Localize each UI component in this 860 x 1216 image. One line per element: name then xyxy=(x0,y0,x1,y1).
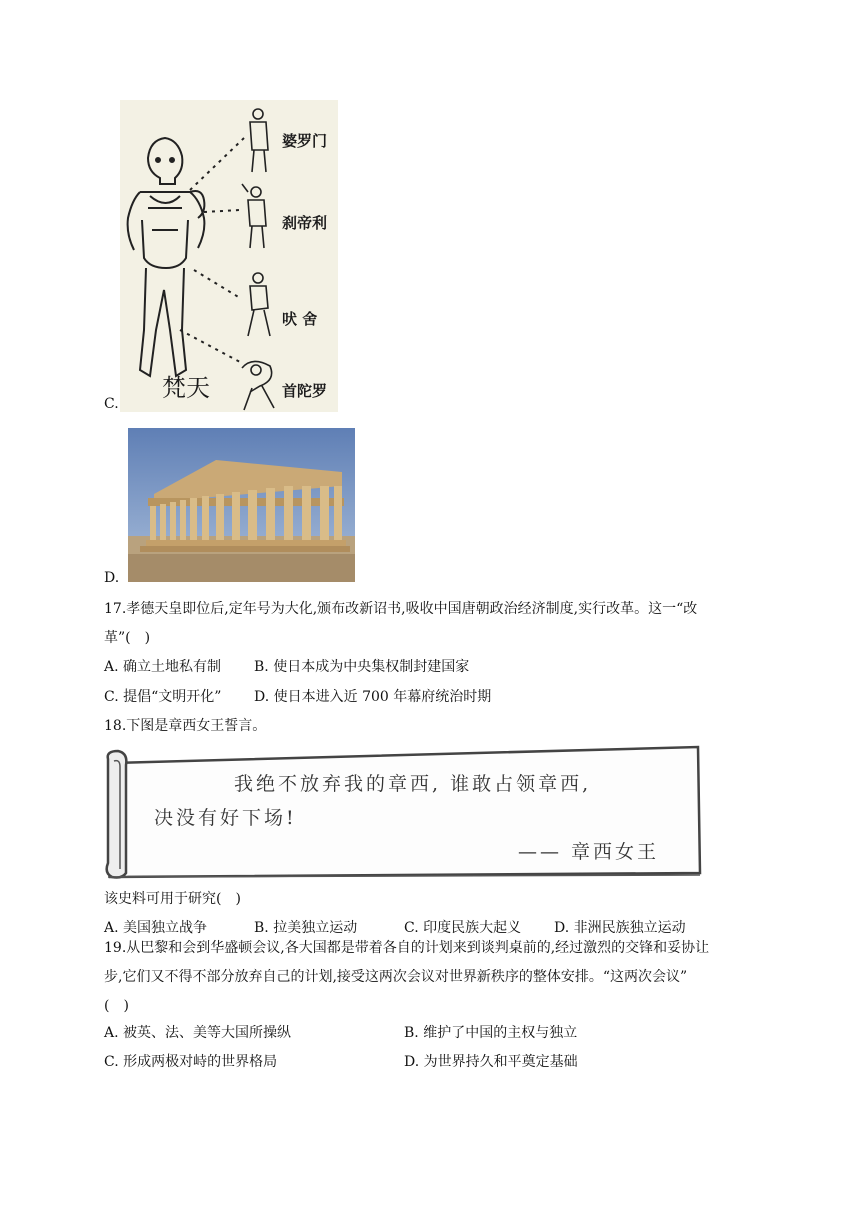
q19-stem-line1: 19.从巴黎和会到华盛顿会议,各大国都是带着各自的计划来到谈判桌前的,经过激烈的交锋和妥协让 xyxy=(104,940,710,956)
parthenon-photo xyxy=(128,428,355,582)
q19-stem-line2: 步,它们又不得不部分放弃自己的计划,接受这两次会议对世界新秩序的整体安排。“这两次会议” xyxy=(104,969,688,985)
brahma-label: 梵天 xyxy=(162,374,210,402)
q18-stem: 18.下图是章西女王誓言。 xyxy=(104,718,267,734)
oath-signature: —— 章西女王 xyxy=(518,841,660,863)
caste-label-vaishya: 吠 舍 xyxy=(282,310,318,328)
q17-option-a[interactable]: A. 确立土地私有制 xyxy=(104,659,222,675)
q17-option-c[interactable]: C. 提倡“文明开化” xyxy=(104,689,222,705)
q17-option-b[interactable]: B. 使日本成为中央集权制封建国家 xyxy=(254,659,470,675)
q18-option-b[interactable]: B. 拉美独立运动 xyxy=(254,920,358,936)
q17-option-d[interactable]: D. 使日本进入近 700 年幕府统治时期 xyxy=(254,689,492,705)
option-d-letter: D. xyxy=(104,570,120,586)
option-c-letter: C. xyxy=(104,396,119,412)
q19-stem-line3: ( ) xyxy=(104,998,129,1014)
q18-option-a[interactable]: A. 美国独立战争 xyxy=(104,920,208,936)
q18-option-d[interactable]: D. 非洲民族独立运动 xyxy=(554,920,686,936)
q19-option-b[interactable]: B. 维护了中国的主权与独立 xyxy=(404,1025,578,1041)
caste-label-shudra: 首陀罗 xyxy=(282,382,328,400)
q19-option-d[interactable]: D. 为世界持久和平奠定基础 xyxy=(404,1054,578,1070)
caste-label-kshatriya: 刹帝利 xyxy=(282,214,328,232)
q18-question: 该史料可用于研究( ) xyxy=(104,891,241,907)
caste-label-brahmin: 婆罗门 xyxy=(282,132,328,150)
parthenon-temple-icon xyxy=(128,428,355,582)
q19-option-a[interactable]: A. 被英、法、美等大国所操纵 xyxy=(104,1025,292,1041)
oath-line1: 我绝不放弃我的章西, 谁敢占领章西, xyxy=(234,773,592,795)
caste-diagram-figure xyxy=(120,100,338,412)
oath-line2: 决没有好下场! xyxy=(154,807,297,829)
q17-stem-line1: 17.孝德天皇即位后,定年号为大化,颁布改新诏书,吸收中国唐朝政治经济制度,实行改革。这一“改 xyxy=(104,601,698,617)
rani-oath-scroll xyxy=(104,745,702,880)
q19-option-c[interactable]: C. 形成两极对峙的世界格局 xyxy=(104,1054,278,1070)
q18-option-c[interactable]: C. 印度民族大起义 xyxy=(404,920,522,936)
q17-stem-line2: 革”( ) xyxy=(104,630,151,646)
